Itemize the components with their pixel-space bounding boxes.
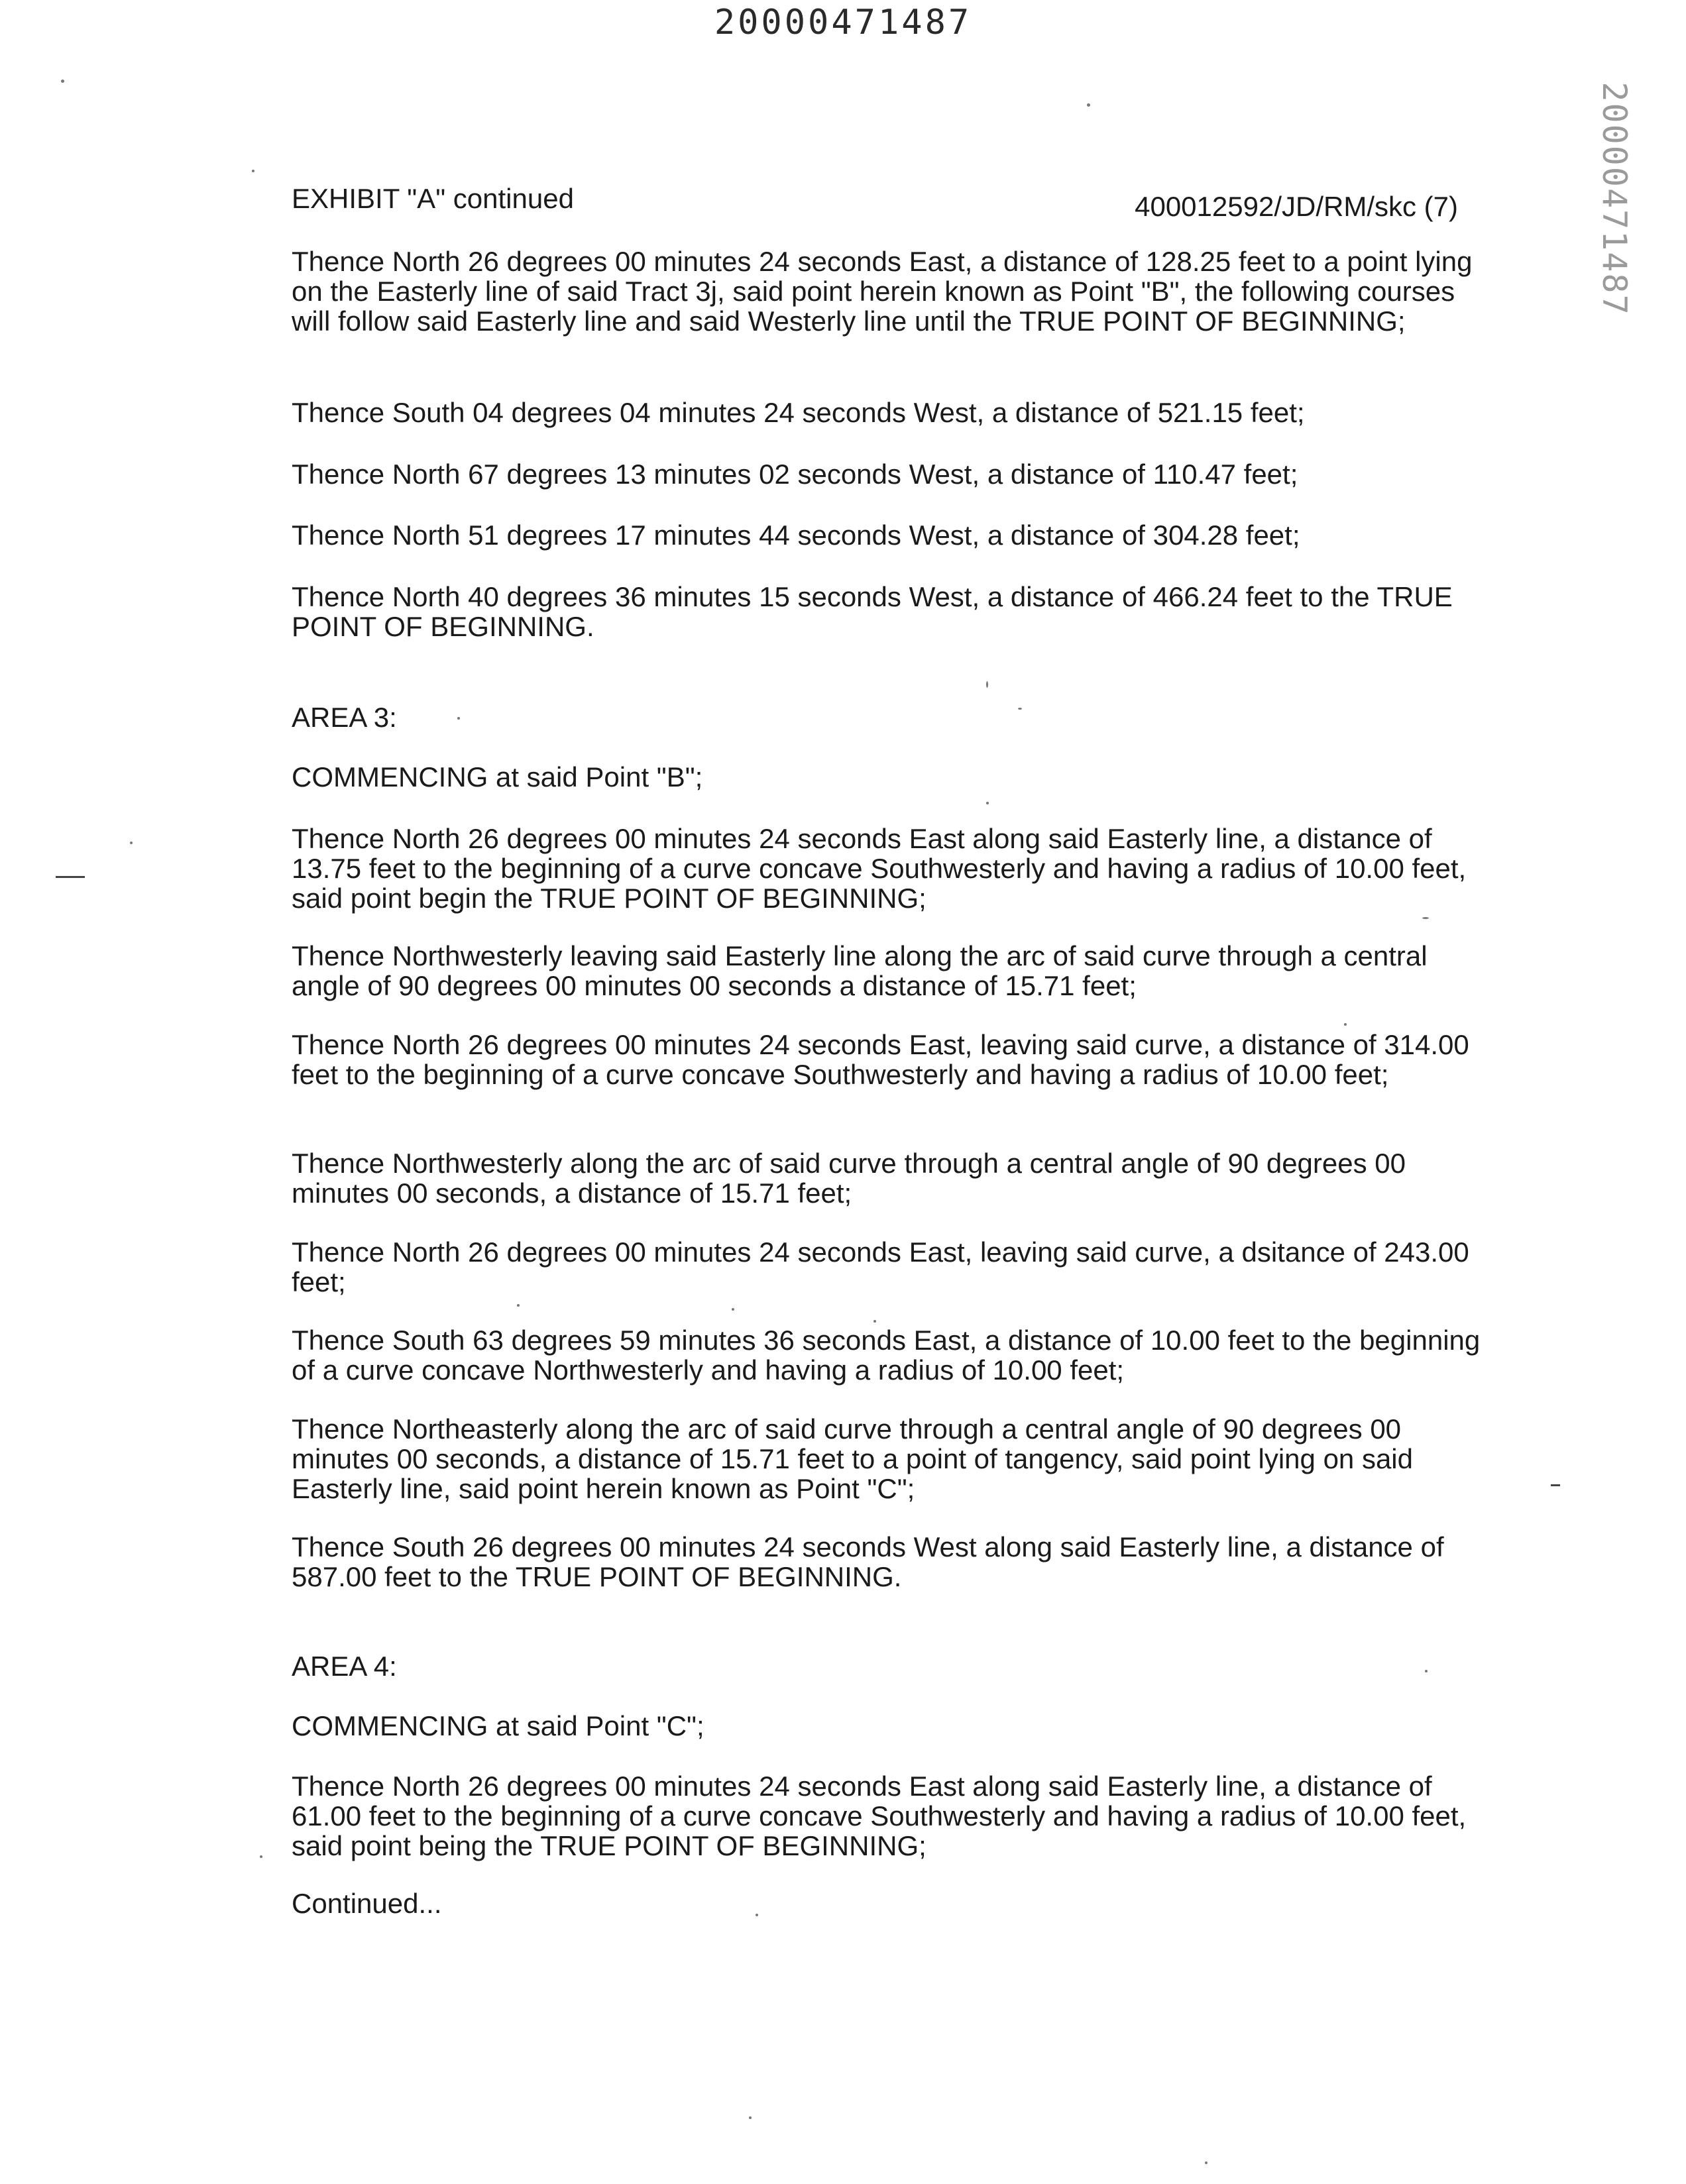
paragraph: COMMENCING at said Point "C"; bbox=[292, 1710, 704, 1741]
scan-speck bbox=[986, 802, 989, 804]
paragraph: Thence Northeasterly along the arc of said curve through a central angle of 90 degrees 00 minutes 00 seconds, a distance of 15.71 feet to a point of tangency, said point lying on said Easterly line, said point herein known as Point "C"; bbox=[292, 1413, 1413, 1504]
section-heading: AREA 3: bbox=[292, 702, 397, 733]
section-heading: AREA 4: bbox=[292, 1651, 397, 1682]
paragraph: Thence North 51 degrees 17 minutes 44 seconds West, a distance of 304.28 feet; bbox=[292, 519, 1300, 551]
scan-mark bbox=[56, 876, 85, 878]
exhibit-header bbox=[292, 183, 1458, 223]
paragraph: Thence Northwesterly leaving said Easterly line along the arc of said curve through a central angle of 90 degrees 00 minutes 00 seconds a distance of 15.71 feet; bbox=[292, 940, 1428, 1001]
scan-speck bbox=[61, 80, 64, 83]
scan-speck bbox=[986, 681, 988, 688]
paragraph: Thence North 67 degrees 13 minutes 02 seconds West, a distance of 110.47 feet; bbox=[292, 459, 1298, 490]
paragraph: Thence Northwesterly along the arc of said curve through a central angle of 90 degrees 00 minutes 00 seconds, a distance of 15.71 feet; bbox=[292, 1148, 1406, 1209]
paragraph: Thence South 63 degrees 59 minutes 36 seconds East, a distance of 10.00 feet to the beginning of a curve concave Northwesterly and having a radius of 10.00 feet; bbox=[292, 1325, 1481, 1386]
paragraph: Thence North 26 degrees 00 minutes 24 seconds East along said Easterly line, a distance of 61.00 feet to the beginning of a curve concave Southwesterly and having a radius of 10.00 feet, said point being the TRUE POINT OF BEGINNING; bbox=[292, 1771, 1467, 1861]
paragraph: Thence South 04 degrees 04 minutes 24 seconds West, a distance of 521.15 feet; bbox=[292, 397, 1305, 428]
side-stamp-text: 20000471487 bbox=[1595, 82, 1634, 316]
paragraph: COMMENCING at said Point "B"; bbox=[292, 761, 703, 792]
side-stamp bbox=[1575, 82, 1654, 316]
scan-speck bbox=[749, 2116, 752, 2119]
paragraph: Thence North 26 degrees 00 minutes 24 seconds East, leaving said curve, a dsitance of 243.00 feet; bbox=[292, 1236, 1469, 1297]
scan-speck bbox=[756, 1914, 758, 1916]
scan-speck bbox=[1344, 1023, 1347, 1026]
scan-speck bbox=[260, 1855, 262, 1858]
exhibit-title: EXHIBIT "A" continued bbox=[292, 183, 574, 214]
scan-speck bbox=[1425, 1670, 1428, 1672]
continued-note: Continued... bbox=[292, 1888, 442, 1919]
paragraph: Thence North 26 degrees 00 minutes 24 seconds East, a distance of 128.25 feet to a point lying on the Easterly line of said Tract 3j, said point herein known as Point "B", the following courses will follow said Easterly line and said Westerly line until the TRUE POINT OF BEGINNING; bbox=[292, 246, 1473, 337]
file-reference: 400012592/JD/RM/skc (7) bbox=[1135, 191, 1458, 222]
paragraph: Thence North 26 degrees 00 minutes 24 seconds East along said Easterly line, a distance of 13.75 feet to the beginning of a curve concave Southwesterly and having a radius of 10.00 feet, said point begin the TRUE POINT OF BEGINNING; bbox=[292, 823, 1467, 914]
scan-speck bbox=[732, 1308, 734, 1311]
paragraph: Thence North 40 degrees 36 minutes 15 seconds West, a distance of 466.24 feet to the TRUE POINT OF BEGINNING. bbox=[292, 581, 1453, 642]
paragraph: Thence North 26 degrees 00 minutes 24 seconds East, leaving said curve, a distance of 314.00 feet to the beginning of a curve concave Southwesterly and having a radius of 10.00 feet; bbox=[292, 1029, 1469, 1090]
scan-speck bbox=[873, 1320, 876, 1323]
scan-speck bbox=[1205, 2161, 1208, 2164]
document-number: 20000471487 bbox=[714, 3, 972, 42]
scan-speck bbox=[1018, 708, 1022, 710]
scan-speck bbox=[517, 1304, 520, 1307]
scan-speck bbox=[1422, 917, 1429, 919]
scan-speck bbox=[130, 842, 133, 844]
paragraph: Thence South 26 degrees 00 minutes 24 seconds West along said Easterly line, a distance of 587.00 feet to the TRUE POINT OF BEGINNING. bbox=[292, 1531, 1444, 1592]
scan-mark bbox=[1551, 1484, 1560, 1486]
scan-speck bbox=[457, 717, 460, 720]
scan-speck bbox=[1087, 103, 1090, 107]
scan-speck bbox=[252, 170, 254, 172]
